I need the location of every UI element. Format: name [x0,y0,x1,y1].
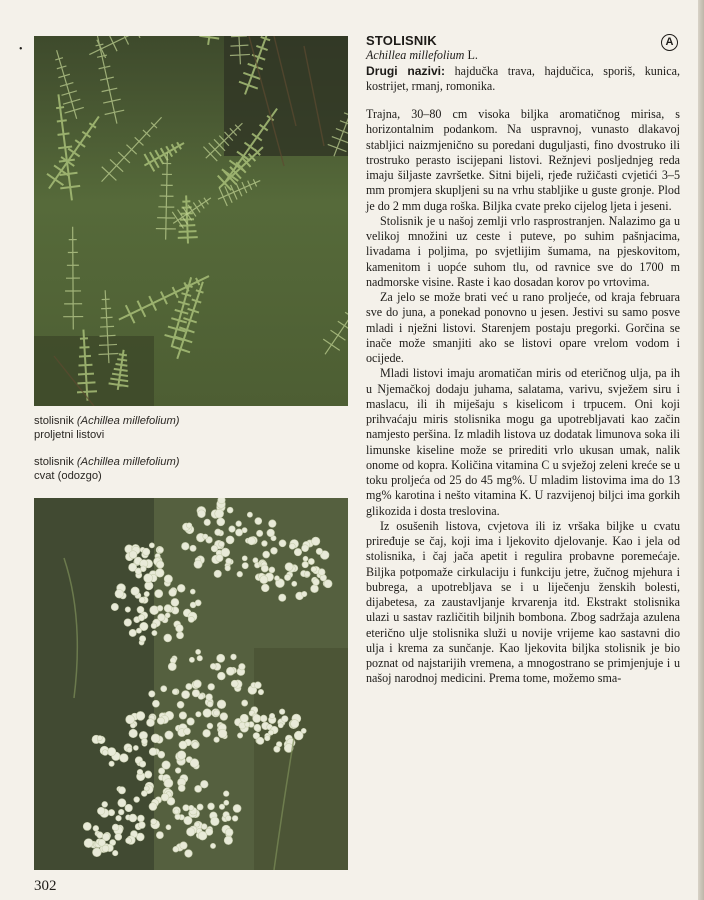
margin-dot: • [19,44,23,55]
paragraph-habitat: Stolisnik je u našoj zemlji vrlo rasprostranjen. Nalazimo ga u velikoj množini uz ceste i puteve, po suhim pašnjacima, livadama i poljima, po svjetlijim šumama, na pjeskovitom, kamenitom i uopće suhom tlu, od ravnice sve do 1700 m nadmorske visine. Raste i kao dosadan korov po vrtovima. [366,213,680,289]
photo-yarrow-flowers [34,498,348,870]
paragraph-harvest: Za jelo se može brati već u rano proljeće, od kraja februara sve do juna, a ponekad ponovno u jesen. Jestivi su samo posve mladi i nježni listovi. Starenjem postaju pregorki. Gorčina se inače može smanjiti ako se listovi opare vrelom vodom i ocijede. [366,290,680,365]
other-names: Drugi nazivi: hajdučka trava, hajdučica, sporiš, kunica, kostrijet, rmanj, romonika. [366,63,680,93]
paragraph-medicinal: Iz osušenih listova, cvjetova ili iz vršaka biljke u cvatu priređuje se čaj, koji ima i ljekovito djelovanje. Kao i jela od stolisnika, i čaj jača apetit i regulira probavne poremećaje. Biljka potpomaže cirkulaciju i funkciju jetre, žučnog mjehura i bubrega, a upotrebljava se i u liječenju ženskih bolesti, dijabetesa, za zaustavljanje krvarenja itd. Ekstrakt stolisnika ulazi u sastav različitih biljnih bombona. Zbog sadržaja azulena eterično ulje stolisnika služi u novije vrijeme kao sastavni dio ulja i krema za sunčanje. Kao ljekovita biljka stolisnik je bio poznat od najstarijih vremena, a mnogostrano se primjenjuje i u našoj narodnoj medicini. Prema tome, možemo sma- [366,518,680,686]
entry-title: STOLISNIK [366,33,437,48]
page-edge [698,0,704,900]
entry-latin-name: Achillea millefolium L. [366,48,478,63]
article-column [366,33,680,687]
caption-inflorescence: stolisnik (Achillea millefolium) cvat (odozgo) [34,456,180,482]
page-number: 302 [34,878,57,894]
paragraph-description: Trajna, 30–80 cm visoka biljka aromatičnog mirisa, s horizontalnim podankom. Na uspravnoj, vunasto dlakavoj stabljici naizmjenično su poredani duguljasti, fino dvostruko ili trostruko perasto iscijepani listovi. Režnjevi posljednjeg reda imaju šiljaste završetke. Sitni bijeli, rjeđe ružičasti cvjetići 3–5 mm promjera skupljeni su na vrhu stabljike u guste gronje. Plod je do 2 mm duga roška. Biljka cvate preko cijelog ljeta i jeseni. [366,107,680,213]
paragraph-nutrition: Mladi listovi imaju aromatičan miris od eteričnog ulja, pa ih u Njemačkoj dodaju juhama, salatama, varivu, svježem siru i maslacu, ili ih miješaju s kiselicom i trpucem. Oni koji prihvaćaju miris stolisnika mogu ga upotrebljavati kao začin namjesto peršina. Iz mladih listova uz dodatak limunova soka ili limunske kiseline može se prirediti vrlo ukusan umak, nalik onome od kopra. Količina vitamina C u svježoj zeleni kreće se u toku proljeća od 25 do 45 mg%. U mladim listovima ima do 13 mg% karotina i nešto vitamina K. U razvijenoj biljci ima gorkih glikozida i dosta treslovina. [366,366,680,518]
category-mark-icon: A [661,34,678,51]
caption-leaves: stolisnik (Achillea millefolium) proljetni listovi [34,415,180,441]
photo-yarrow-leaves [34,36,348,406]
